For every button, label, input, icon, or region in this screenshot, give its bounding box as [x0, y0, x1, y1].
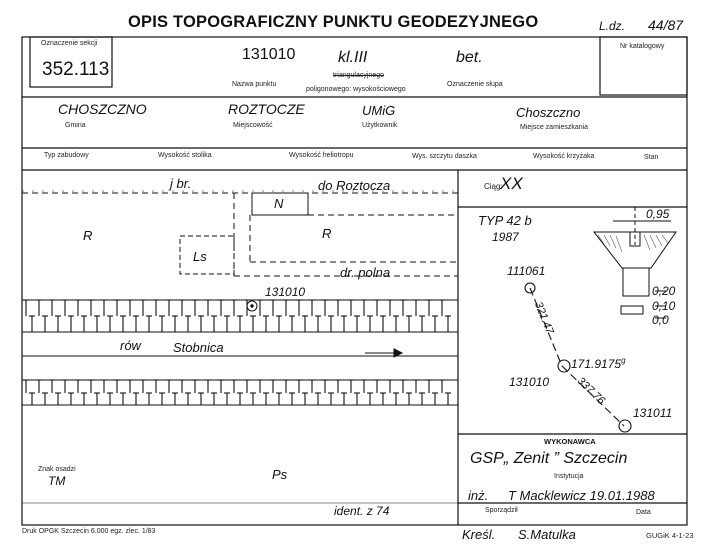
column-wysokosc-krzyzaka: Wysokość krzyżaka: [533, 153, 595, 160]
sporzadzil-label: Sporządził: [485, 507, 518, 514]
road-do-roztocza-label: do Roztocza: [318, 178, 391, 193]
depth-top: 0,95: [646, 207, 670, 221]
point-class: kl.III: [338, 49, 368, 66]
ldz-label: L.dz.: [599, 19, 626, 33]
wykonawca-label: WYKONAWCA: [544, 437, 596, 446]
point-number-label: Nazwa punktu: [232, 81, 277, 88]
znak-value: TM: [48, 474, 66, 488]
post-label: Oznaczenie słupa: [447, 81, 503, 88]
form-title: OPIS TOPOGRAFICZNY PUNKTU GEODEZYJNEGO: [128, 13, 539, 31]
dr-polna-label: dr. polna: [340, 265, 391, 280]
gmina-label: Gmina: [65, 122, 86, 129]
print-info: Druk OPGK Szczecin 6.000 egz. zlec. 1/83: [22, 528, 156, 535]
poligon-label: poligonowego: wysokościowego: [306, 86, 406, 93]
north-building-label: N: [274, 196, 284, 211]
column-wysokosc-heliotropu: Wysokość heliotropu: [289, 152, 354, 159]
gmina-value: CHOSZCZNO: [58, 101, 147, 117]
ps-label: Ps: [272, 467, 288, 482]
miejscowosc-label: Miejscowość: [233, 122, 273, 129]
kresl-name: S.Matulka: [518, 527, 576, 542]
field-r-left: R: [83, 228, 93, 243]
angle-unit: g: [621, 356, 626, 365]
uzytkownik-label: Użytkownik: [362, 122, 398, 129]
ident-label: ident. z 74: [334, 504, 390, 518]
depth-d3: 0,0: [652, 313, 669, 327]
network-point-3: 131011: [633, 406, 673, 420]
rov-label: rów: [120, 338, 141, 353]
point-131010-marker: [558, 360, 570, 372]
triang-label: triangulacyjnego: [333, 72, 384, 79]
post-type: bet.: [456, 49, 483, 66]
kresl-label: Kreśl.: [462, 527, 496, 542]
section-value: 352.113: [42, 59, 110, 80]
marker-type: TYP 42 b: [478, 213, 532, 228]
catalog-label: Nr katalogowy: [620, 43, 665, 50]
instytucja-label: Instytucja: [554, 473, 584, 480]
road-jbr-label: j br.: [170, 176, 192, 191]
network-distance-2: 337.76: [574, 374, 608, 408]
zamieszkania-value: Choszczno: [516, 105, 581, 120]
miejscowosc-value: ROZTOCZE: [228, 101, 305, 117]
ciag-value: XX: [500, 174, 523, 193]
forest-ls-label: Ls: [193, 249, 207, 264]
network-distance-1: 321.47: [531, 300, 556, 336]
point-number: 131010: [242, 46, 296, 63]
inz-label: inż.: [468, 488, 489, 503]
zamieszkania-label: Miejsce zamieszkania: [520, 124, 589, 131]
column-wysokosc-stolika: Wysokość stolika: [158, 152, 212, 159]
sketch-point-label: 131010: [265, 285, 306, 299]
column-stan: Stan: [644, 154, 659, 161]
section-label: Oznaczenie sekcji: [41, 40, 98, 47]
form-code: GUGiK 4-1-23: [646, 531, 694, 540]
point-131011-marker: [619, 420, 631, 432]
sporzadzil-value: T Macklewicz 19.01.1988: [508, 488, 655, 503]
network-angle: 171.9175$^g$: [571, 356, 626, 371]
data-label: Data: [636, 509, 651, 516]
network-point-2: 131010: [509, 375, 550, 389]
uzytkownik-value: UMiG: [362, 103, 396, 118]
marker-year: 1987: [492, 230, 519, 244]
znak-label: Znak osadzi: [38, 466, 76, 473]
ldz-value: 44/87: [648, 17, 684, 33]
network-point-1: 111061: [507, 264, 546, 278]
field-r-right: R: [322, 226, 332, 241]
stobnica-label: Stobnica: [173, 340, 224, 355]
column-typ-zabudowy: Typ zabudowy: [44, 152, 89, 159]
depth-d2: 0,10: [652, 299, 676, 313]
depth-d1: 0,20: [652, 284, 676, 298]
ciag-label: Ciąg:: [484, 182, 503, 191]
column-wys-szczytu-daszka: Wys. szczytu daszka: [412, 153, 477, 160]
wykonawca-value: GSP„ Zenit ” Szczecin: [470, 450, 628, 467]
